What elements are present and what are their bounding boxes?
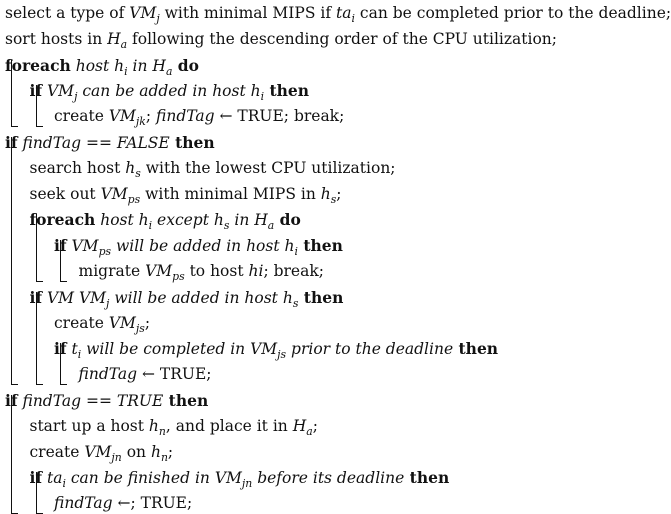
math-text: will be completed in: [81, 340, 251, 359]
math-text: findTag: [17, 134, 82, 152]
subscript-text: s: [223, 219, 230, 233]
math-text: VM: [100, 184, 128, 203]
keyword-text: then: [264, 81, 310, 101]
keyword-text: then: [298, 287, 344, 307]
math-text: h: [284, 237, 295, 256]
plain-text: to host: [184, 262, 249, 280]
math-text: hi: [248, 262, 264, 280]
subscript-text: jn: [111, 450, 122, 464]
plain-text: create: [54, 107, 109, 126]
algorithm-line: [79, 367, 212, 383]
subscript-text: i: [77, 348, 82, 362]
math-text: TRUE: [116, 392, 164, 410]
block-rule-end: [36, 281, 43, 282]
subscript-text: ps: [127, 192, 141, 206]
keyword-text: if: [54, 236, 67, 256]
plain-text: ;: [167, 442, 174, 461]
subscript-text: a: [267, 219, 275, 233]
math-text: VM: [108, 107, 136, 126]
algorithm-line: [29, 442, 174, 464]
algorithm-line: [30, 83, 310, 103]
plain-text: ==: [81, 134, 117, 152]
plain-text: ;: [336, 184, 342, 203]
plain-text: can be completed prior to the deadline;: [354, 4, 671, 22]
subscript-text: i: [260, 90, 265, 104]
keyword-text: foreach: [29, 210, 96, 230]
subscript-text: n: [158, 424, 166, 438]
plain-text: create: [54, 313, 109, 332]
plain-text: create: [29, 442, 85, 461]
math-text: h: [114, 56, 125, 75]
plain-text: ;: [312, 416, 318, 435]
keyword-text: foreach: [5, 55, 71, 75]
plain-text: with the lowest CPU utilization;: [140, 158, 396, 177]
math-text: VM: [42, 82, 75, 101]
algorithm-line: [29, 416, 318, 438]
math-text: findTag: [17, 392, 82, 410]
subscript-text: js: [277, 348, 287, 362]
math-text: before its deadline: [252, 469, 405, 488]
keyword-text: then: [404, 468, 450, 488]
math-text: will be added in host: [109, 288, 283, 307]
math-text: H: [107, 29, 121, 48]
algorithm-line: [54, 341, 498, 361]
block-rule: [36, 85, 37, 126]
math-text: VM: [214, 469, 242, 488]
algorithm-line: [5, 55, 199, 78]
subscript-text: a: [120, 37, 128, 51]
algorithm-line: [29, 184, 342, 206]
block-rule: [36, 292, 37, 384]
keyword-text: do: [172, 55, 199, 75]
keyword-text: then: [169, 133, 215, 152]
algorithm-line: [54, 109, 344, 128]
plain-text: search host: [29, 158, 126, 177]
subscript-text: j: [106, 296, 110, 310]
algorithm-line: [29, 287, 344, 310]
subscript-text: i: [62, 477, 66, 491]
math-text: ta: [336, 4, 352, 22]
keyword-text: if: [54, 339, 67, 359]
plain-text: , and place it in: [165, 416, 293, 435]
plain-text: sort hosts in: [5, 29, 108, 48]
math-text: h: [282, 288, 293, 307]
math-text: h: [250, 82, 261, 101]
math-text: except: [152, 211, 214, 230]
block-rule: [36, 472, 37, 513]
math-text: h: [148, 416, 159, 435]
subscript-text: j: [74, 90, 78, 104]
algorithm-line: [5, 29, 558, 51]
block-rule: [36, 214, 37, 281]
keyword-text: if: [29, 468, 43, 488]
plain-text: with minimal MIPS if: [159, 4, 337, 22]
subscript-text: js: [135, 321, 145, 335]
math-text: will be added in host: [111, 237, 285, 256]
math-text: can be added in host: [77, 82, 251, 101]
keyword-text: do: [274, 210, 301, 230]
math-text: VM: [108, 313, 136, 332]
math-text: VM VM: [42, 288, 107, 307]
plain-text: ←; TRUE;: [112, 494, 193, 513]
math-text: H: [152, 56, 166, 75]
math-text: in: [229, 211, 255, 230]
block-rule: [11, 60, 12, 127]
block-rule-end: [60, 281, 67, 282]
math-text: can be finished in: [65, 469, 215, 488]
math-text: in: [127, 56, 153, 75]
keyword-text: then: [163, 391, 209, 410]
block-rule: [60, 240, 61, 281]
math-text: h: [138, 211, 149, 230]
keyword-text: then: [453, 339, 499, 359]
plain-text: select a type of: [5, 4, 130, 22]
algorithm-line: [54, 313, 151, 335]
subscript-text: jn: [241, 477, 253, 491]
plain-text: ;: [144, 313, 151, 332]
subscript-text: i: [351, 12, 355, 26]
math-text: VM: [250, 340, 278, 359]
keyword-text: if: [5, 133, 18, 152]
plain-text: seek out: [29, 184, 101, 203]
keyword-text: if: [29, 287, 43, 307]
block-rule-end: [11, 384, 18, 385]
algorithm-line: [30, 212, 301, 232]
math-text: prior to the deadline: [286, 340, 454, 359]
math-text: VM: [84, 442, 112, 461]
plain-text: ← TRUE;: [137, 365, 212, 384]
math-text: findTag: [156, 107, 215, 126]
subscript-text: ps: [98, 245, 112, 259]
plain-text: following the descending order of the CPU utilization;: [127, 29, 558, 48]
subscript-text: s: [330, 192, 337, 206]
subscript-text: n: [160, 450, 168, 464]
algorithm-line: [54, 238, 343, 258]
math-text: findTag: [78, 365, 138, 384]
plain-text: on: [121, 442, 151, 461]
math-text: host: [95, 211, 139, 230]
subscript-text: s: [135, 166, 141, 180]
algorithm-line: [5, 393, 208, 410]
math-text: VM: [129, 4, 157, 22]
block-rule-end: [36, 384, 43, 385]
math-text: h: [213, 211, 224, 230]
math-text: h: [125, 158, 136, 177]
block-rule-end: [11, 126, 18, 127]
subscript-text: a: [306, 424, 313, 438]
subscript-text: jk: [135, 115, 146, 129]
plain-text: start up a host: [29, 416, 149, 435]
math-text: h: [320, 184, 331, 203]
plain-text: ;: [145, 107, 157, 126]
plain-text: ; break;: [263, 262, 324, 280]
plain-text: ==: [81, 392, 117, 410]
algorithm-line: [5, 135, 215, 152]
subscript-text: a: [165, 64, 173, 78]
math-text: host: [70, 56, 115, 75]
keyword-text: if: [5, 391, 18, 410]
block-rule-end: [36, 126, 43, 127]
block-rule: [60, 343, 61, 384]
algorithm-line: [54, 496, 192, 512]
algorithm-line: [79, 264, 324, 283]
subscript-text: i: [124, 64, 128, 78]
block-rule-end: [60, 384, 67, 385]
keyword-text: if: [29, 81, 43, 101]
math-text: H: [292, 416, 307, 435]
math-text: FALSE: [116, 134, 170, 152]
math-text: VM: [145, 262, 173, 280]
algorithm-line: [30, 470, 450, 490]
algorithm-line: [5, 6, 671, 25]
subscript-text: i: [294, 245, 298, 259]
math-text: findTag: [54, 494, 113, 513]
subscript-text: ps: [172, 270, 185, 284]
algorithm-line: [29, 158, 396, 180]
math-text: ta: [42, 469, 63, 488]
block-rule: [11, 395, 12, 513]
plain-text: migrate: [78, 262, 146, 280]
math-text: VM: [66, 237, 99, 256]
subscript-text: j: [156, 12, 160, 26]
plain-text: ← TRUE; break;: [214, 107, 345, 126]
block-rule: [11, 137, 12, 384]
math-text: t: [66, 340, 78, 359]
math-text: h: [150, 442, 161, 461]
keyword-text: then: [297, 236, 343, 256]
math-text: H: [254, 211, 268, 230]
plain-text: with minimal MIPS in: [140, 184, 321, 203]
subscript-text: s: [292, 296, 299, 310]
subscript-text: i: [148, 219, 153, 233]
